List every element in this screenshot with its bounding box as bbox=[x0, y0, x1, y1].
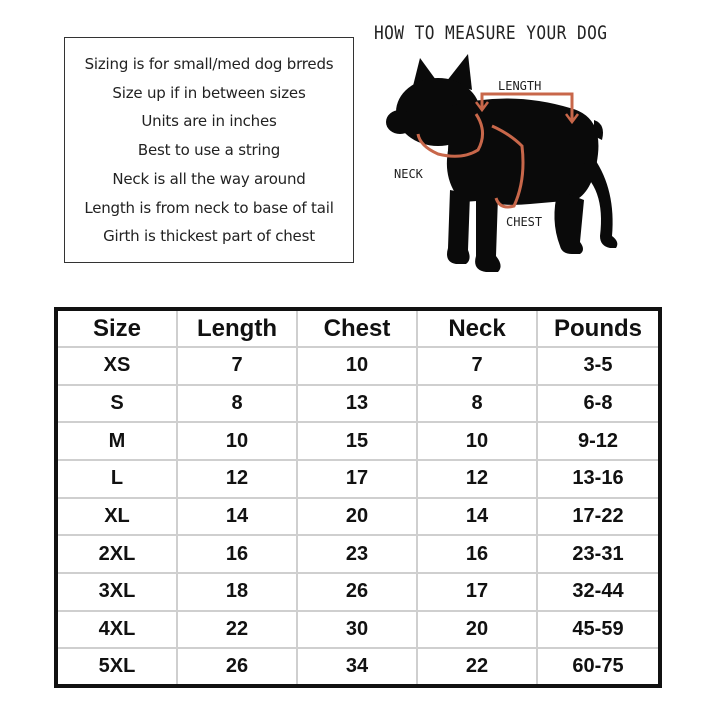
length-cell: 12 bbox=[178, 461, 298, 499]
chest-cell: 13 bbox=[298, 386, 418, 424]
chest-cell: 23 bbox=[298, 536, 418, 574]
pounds-cell: 3-5 bbox=[538, 348, 658, 386]
size-chart-frame bbox=[54, 307, 662, 688]
neck-cell: 16 bbox=[418, 536, 538, 574]
size-cell: 5XL bbox=[58, 649, 178, 684]
size-cell: 2XL bbox=[58, 536, 178, 574]
length-cell: 22 bbox=[178, 612, 298, 650]
note-item: Best to use a string bbox=[137, 141, 281, 160]
pounds-cell: 13-16 bbox=[538, 461, 658, 499]
size-cell: XS bbox=[58, 348, 178, 386]
size-cell: L bbox=[58, 461, 178, 499]
chest-cell: 26 bbox=[298, 574, 418, 612]
neck-label: NECK bbox=[394, 167, 423, 181]
measure-guide-title: HOW TO MEASURE YOUR DOG bbox=[374, 22, 608, 44]
pounds-cell: 9-12 bbox=[538, 423, 658, 461]
chest-cell: 30 bbox=[298, 612, 418, 650]
neck-cell: 12 bbox=[418, 461, 538, 499]
length-cell: 18 bbox=[178, 574, 298, 612]
size-chart-table bbox=[58, 311, 658, 684]
pounds-cell: 45-59 bbox=[538, 612, 658, 650]
pounds-cell: 17-22 bbox=[538, 499, 658, 537]
neck-cell: 22 bbox=[418, 649, 538, 684]
note-item: Length is from neck to base of tail bbox=[84, 198, 334, 217]
size-chart-header-row bbox=[58, 311, 658, 348]
table-row bbox=[58, 612, 658, 650]
table-row bbox=[58, 649, 658, 684]
length-cell: 14 bbox=[178, 499, 298, 537]
length-cell: 26 bbox=[178, 649, 298, 684]
note-item: Size up if in between sizes bbox=[112, 83, 306, 102]
neck-cell: 7 bbox=[418, 348, 538, 386]
chest-cell: 20 bbox=[298, 499, 418, 537]
neck-cell: 17 bbox=[418, 574, 538, 612]
sizing-notes-box bbox=[64, 37, 354, 263]
size-cell: 3XL bbox=[58, 574, 178, 612]
pounds-cell: 6-8 bbox=[538, 386, 658, 424]
length-cell: 7 bbox=[178, 348, 298, 386]
measure-dog-illustration bbox=[380, 50, 620, 280]
note-item: Neck is all the way around bbox=[112, 169, 306, 188]
column-header-size: Size bbox=[58, 311, 178, 348]
chest-cell: 10 bbox=[298, 348, 418, 386]
length-cell: 16 bbox=[178, 536, 298, 574]
pounds-cell: 60-75 bbox=[572, 655, 624, 678]
length-cell: 8 bbox=[178, 386, 298, 424]
column-header-chest: Chest bbox=[298, 311, 418, 348]
size-cell: XL bbox=[58, 499, 178, 537]
size-cell: M bbox=[58, 423, 178, 461]
neck-cell: 10 bbox=[418, 423, 538, 461]
size-cell: S bbox=[58, 386, 178, 424]
pounds-cell: 23-31 bbox=[538, 536, 658, 574]
neck-cell: 8 bbox=[418, 386, 538, 424]
note-item: Sizing is for small/med dog brreds bbox=[84, 55, 334, 73]
neck-cell: 14 bbox=[418, 499, 538, 537]
column-header-neck: Neck bbox=[418, 311, 538, 348]
table-row bbox=[58, 499, 658, 537]
column-header-length: Length bbox=[178, 311, 298, 348]
neck-cell: 20 bbox=[418, 612, 538, 650]
table-row bbox=[58, 386, 658, 424]
chest-label: CHEST bbox=[506, 215, 543, 229]
note-item: Girth is thickest part of chest bbox=[103, 227, 315, 246]
length-cell: 10 bbox=[178, 423, 298, 461]
sizing-notes-list bbox=[65, 38, 353, 251]
table-row bbox=[58, 536, 658, 574]
chest-cell: 15 bbox=[298, 423, 418, 461]
chest-cell: 17 bbox=[298, 461, 418, 499]
pounds-cell: 32-44 bbox=[538, 574, 658, 612]
table-row bbox=[58, 574, 658, 612]
column-header-pounds: Pounds bbox=[538, 311, 658, 348]
table-row bbox=[58, 423, 658, 461]
note-item: Units are in inches bbox=[141, 112, 277, 131]
chest-cell: 34 bbox=[298, 649, 418, 684]
table-row bbox=[58, 461, 658, 499]
table-row bbox=[58, 348, 658, 386]
length-label: LENGTH bbox=[498, 79, 542, 93]
size-cell: 4XL bbox=[58, 612, 178, 650]
